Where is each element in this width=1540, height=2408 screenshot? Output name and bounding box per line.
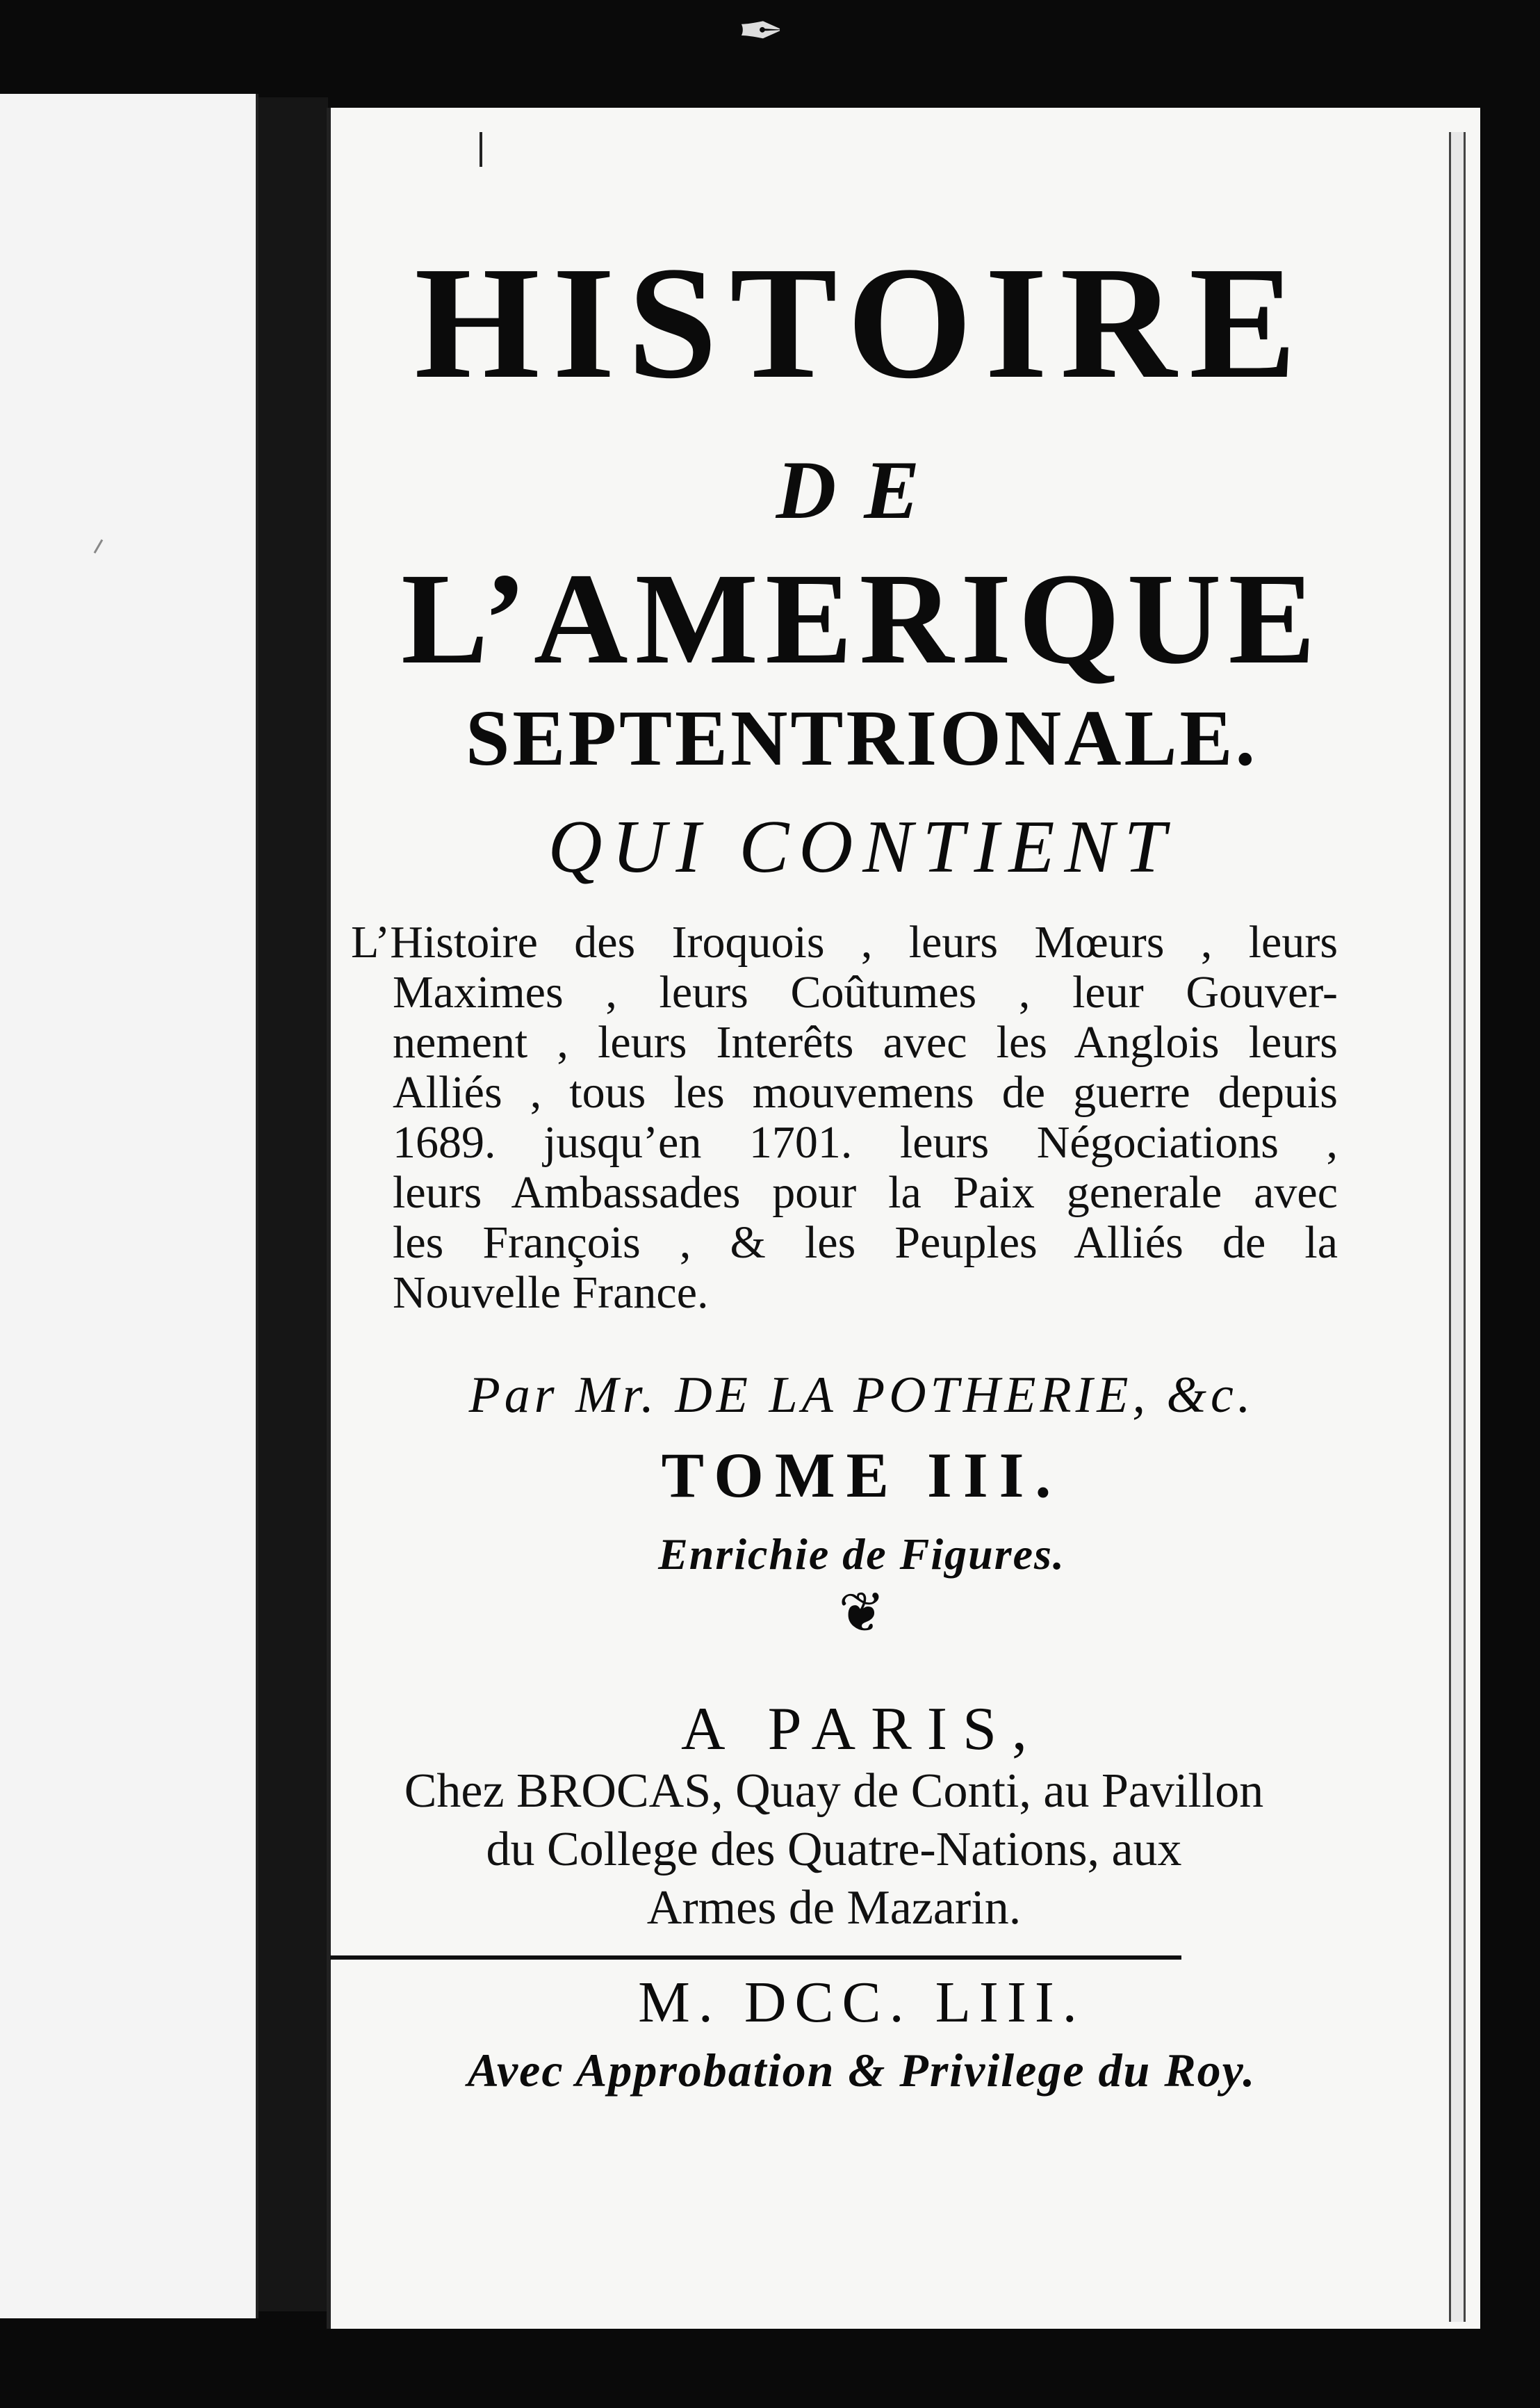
- title-line-de: DE: [776, 444, 948, 536]
- ink-mark: [480, 132, 482, 167]
- description-line: nement , leurs Interêts avec les Anglois leurs: [393, 1017, 1338, 1068]
- privilege-line: Avec Approbation & Privilege du Roy.: [467, 2044, 1256, 2097]
- author-line: Par Mr. DE LA POTHERIE, &c.: [468, 1367, 1255, 1424]
- publisher-line: du College des Quatre-Nations, aux: [486, 1823, 1182, 1876]
- description-line: L’Histoire des Iroquois , leurs Mœurs , leurs: [351, 917, 1338, 968]
- volume-number: TOME III.: [661, 1440, 1063, 1511]
- title-line-qui-contient: QUI CONTIENT: [548, 806, 1176, 888]
- title-line-septentrionale: SEPTENTRIONALE.: [465, 694, 1259, 782]
- divider-rule: [330, 1955, 1181, 1960]
- publisher-line: Armes de Mazarin.: [646, 1881, 1022, 1935]
- description-line: les François , & les Peuples Alliés de la: [393, 1217, 1338, 1268]
- publication-date: M. DCC. LIII.: [638, 1970, 1086, 2035]
- contents-description: [351, 918, 1338, 1318]
- illustrations-note: Enrichie de Figures.: [658, 1529, 1065, 1579]
- description-line: 1689. jusqu’en 1701. leurs Négociations ,: [393, 1117, 1338, 1168]
- title-line-histoire: HISTOIRE: [414, 234, 1309, 412]
- page-blemish: [94, 539, 104, 554]
- corner-mark: ✒: [737, 0, 785, 63]
- book-gutter: [259, 97, 328, 2311]
- title-line-amerique: L’AMERIQUE: [401, 546, 1322, 691]
- description-line: Nouvelle France.: [393, 1267, 709, 1318]
- facing-page: [0, 94, 259, 2318]
- imprint-place: A PARIS,: [680, 1695, 1043, 1763]
- description-line: leurs Ambassades pour la Paix generale avec: [393, 1167, 1338, 1218]
- description-line: Maximes , leurs Coûtumes , leur Gouver-: [393, 967, 1338, 1018]
- publisher-line: Chez BROCAS, Quay de Conti, au Pavillon: [404, 1764, 1264, 1818]
- publisher-block: [327, 1762, 1341, 1937]
- description-line: Alliés , tous les mouvemens de guerre depuis: [393, 1067, 1338, 1118]
- fleuron-ornament-icon: ❦: [838, 1580, 885, 1645]
- page-edge: [1449, 132, 1466, 2322]
